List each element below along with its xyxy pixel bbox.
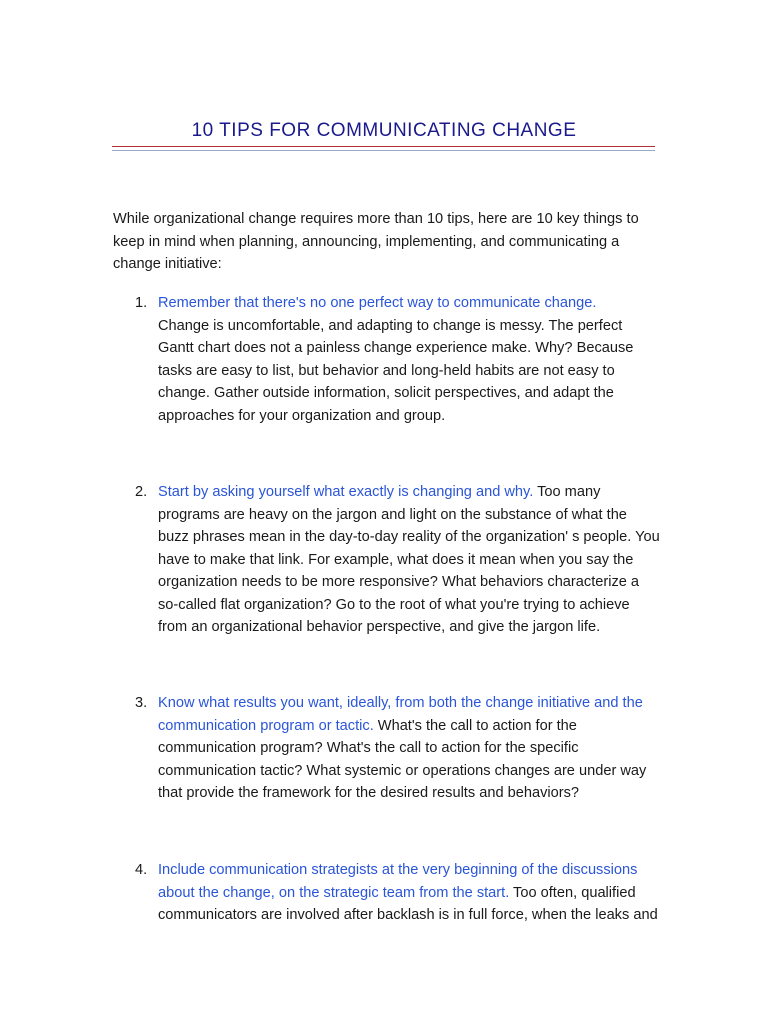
title-rule-red bbox=[112, 146, 655, 147]
tip-lead: Remember that there's no one perfect way to communicate change. bbox=[158, 295, 597, 311]
tip-text: Too many programs are heavy on the jargon and light on the substance of what the buzz phrases mean in the day-to-day reality of the organization' s people. You have to make that link. For example, what does it mean when you say the organization needs to be more responsive? What behaviors characterize a so-called flat organization? Go to the root of what you're trying to achieve from an organizational behavior perspective, and give the jargon life. bbox=[158, 484, 660, 635]
tip-text: Change is uncomfortable, and adapting to change is messy. The perfect Gantt chart does not a painless change experience make. Why? Because tasks are easy to list, but behavior and long-held habits are not easy to change. Gather outside information, solicit perspectives, and adapt the approaches for your organization and group. bbox=[158, 317, 634, 424]
tip-text: What's the call to action for the communication program? What's the call to action for the specific communication tactic? What systemic or operations changes are under way that provide the framework for the desired results and behaviors? bbox=[158, 717, 647, 801]
tip-number: 2. bbox=[135, 484, 148, 500]
tip-lead: Know what results you want, ideally, from both the change initiative and the communication program or tactic. bbox=[158, 695, 643, 734]
tip-text: Too often, qualified communicators are involved after backlash is in full force, when the leaks and bbox=[158, 884, 658, 923]
tip-number: 3. bbox=[135, 695, 148, 711]
tip-lead: Start by asking yourself what exactly is changing and why. bbox=[158, 484, 534, 500]
tip-body bbox=[158, 859, 661, 927]
title-rule-blue bbox=[112, 150, 655, 151]
tip-number: 1. bbox=[135, 295, 148, 311]
tip-body bbox=[158, 481, 661, 639]
tip-body bbox=[158, 692, 661, 805]
tip-number: 4. bbox=[135, 862, 148, 878]
tip-lead: Include communication strategists at the very beginning of the discussions about the change, on the strategic team from the start. bbox=[158, 862, 638, 901]
intro-paragraph: While organizational change requires more than 10 tips, here are 10 key things to keep in mind when planning, announcing, implementing, and communicating a change initiative: bbox=[113, 211, 639, 272]
document-title: 10 TIPS FOR COMMUNICATING CHANGE bbox=[191, 120, 577, 141]
tip-body bbox=[158, 292, 661, 427]
